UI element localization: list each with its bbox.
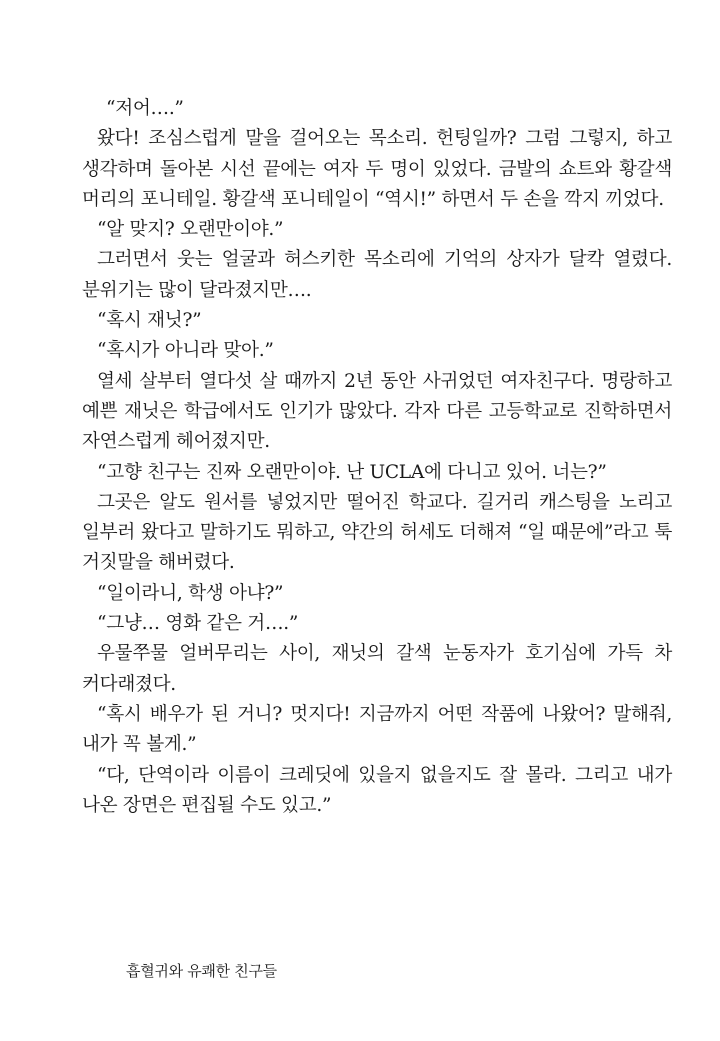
paragraph: 그러면서 웃는 얼굴과 허스키한 목소리에 기억의 상자가 달칵 열렸다. 분위기는 많이 달라졌지만…. bbox=[82, 249, 672, 301]
paragraph: 열세 살부터 열다섯 살 때까지 2년 동안 사귀었던 여자친구다. 명랑하고 예쁜 재닛은 학급에서도 인기가 많았다. 각자 다른 고등학교로 진학하면서 자연스럽게 헤어졌지만. bbox=[82, 370, 672, 453]
paragraph: “혹시 재닛?” bbox=[97, 310, 202, 332]
paragraph: 우물쭈물 얼버무리는 사이, 재닛의 갈색 눈동자가 호기심에 가득 차 커다래졌다. bbox=[82, 643, 672, 695]
paragraph: “혹시가 아니라 맞아.” bbox=[97, 340, 274, 362]
paragraph: “일이라니, 학생 아냐?” bbox=[97, 582, 284, 604]
body-text bbox=[82, 94, 672, 821]
running-footer-book-title: 흡혈귀와 유쾌한 친구들 bbox=[126, 962, 277, 980]
paragraph: “저어….” bbox=[106, 98, 184, 119]
paragraph: “그냥… 영화 같은 거….” bbox=[97, 613, 299, 635]
paragraph: 왔다! 조심스럽게 말을 걸어오는 목소리. 헌팅일까? 그럼 그렇지, 하고 생각하며 돌아본 시선 끝에는 여자 두 명이 있었다. 금발의 쇼트와 황갈색 머리의 포니테일. 황갈색 포니테일이 “역시!” 하면서 두 손을 깍지 끼었다. bbox=[82, 128, 672, 210]
paragraph: “혹시 배우가 된 거니? 멋지다! 지금까지 어떤 작품에 나왔어? 말해줘, 내가 꼭 볼게.” bbox=[82, 703, 672, 756]
paragraph: “알 맞지? 오랜만이야.” bbox=[97, 219, 284, 241]
paragraph: 그곳은 알도 원서를 넣었지만 떨어진 학교다. 길거리 캐스팅을 노리고 일부러 왔다고 말하기도 뭐하고, 약간의 허세도 더해져 “일 때문에”라고 툭 거짓말을 해버렸다. bbox=[82, 491, 672, 574]
paragraph: “다, 단역이라 이름이 크레딧에 있을지 없을지도 잘 몰라. 그리고 내가 나온 장면은 편집될 수도 있고.” bbox=[82, 764, 672, 816]
paragraph: “고향 친구는 진짜 오랜만이야. 난 UCLA에 다니고 있어. 너는?” bbox=[97, 461, 607, 483]
